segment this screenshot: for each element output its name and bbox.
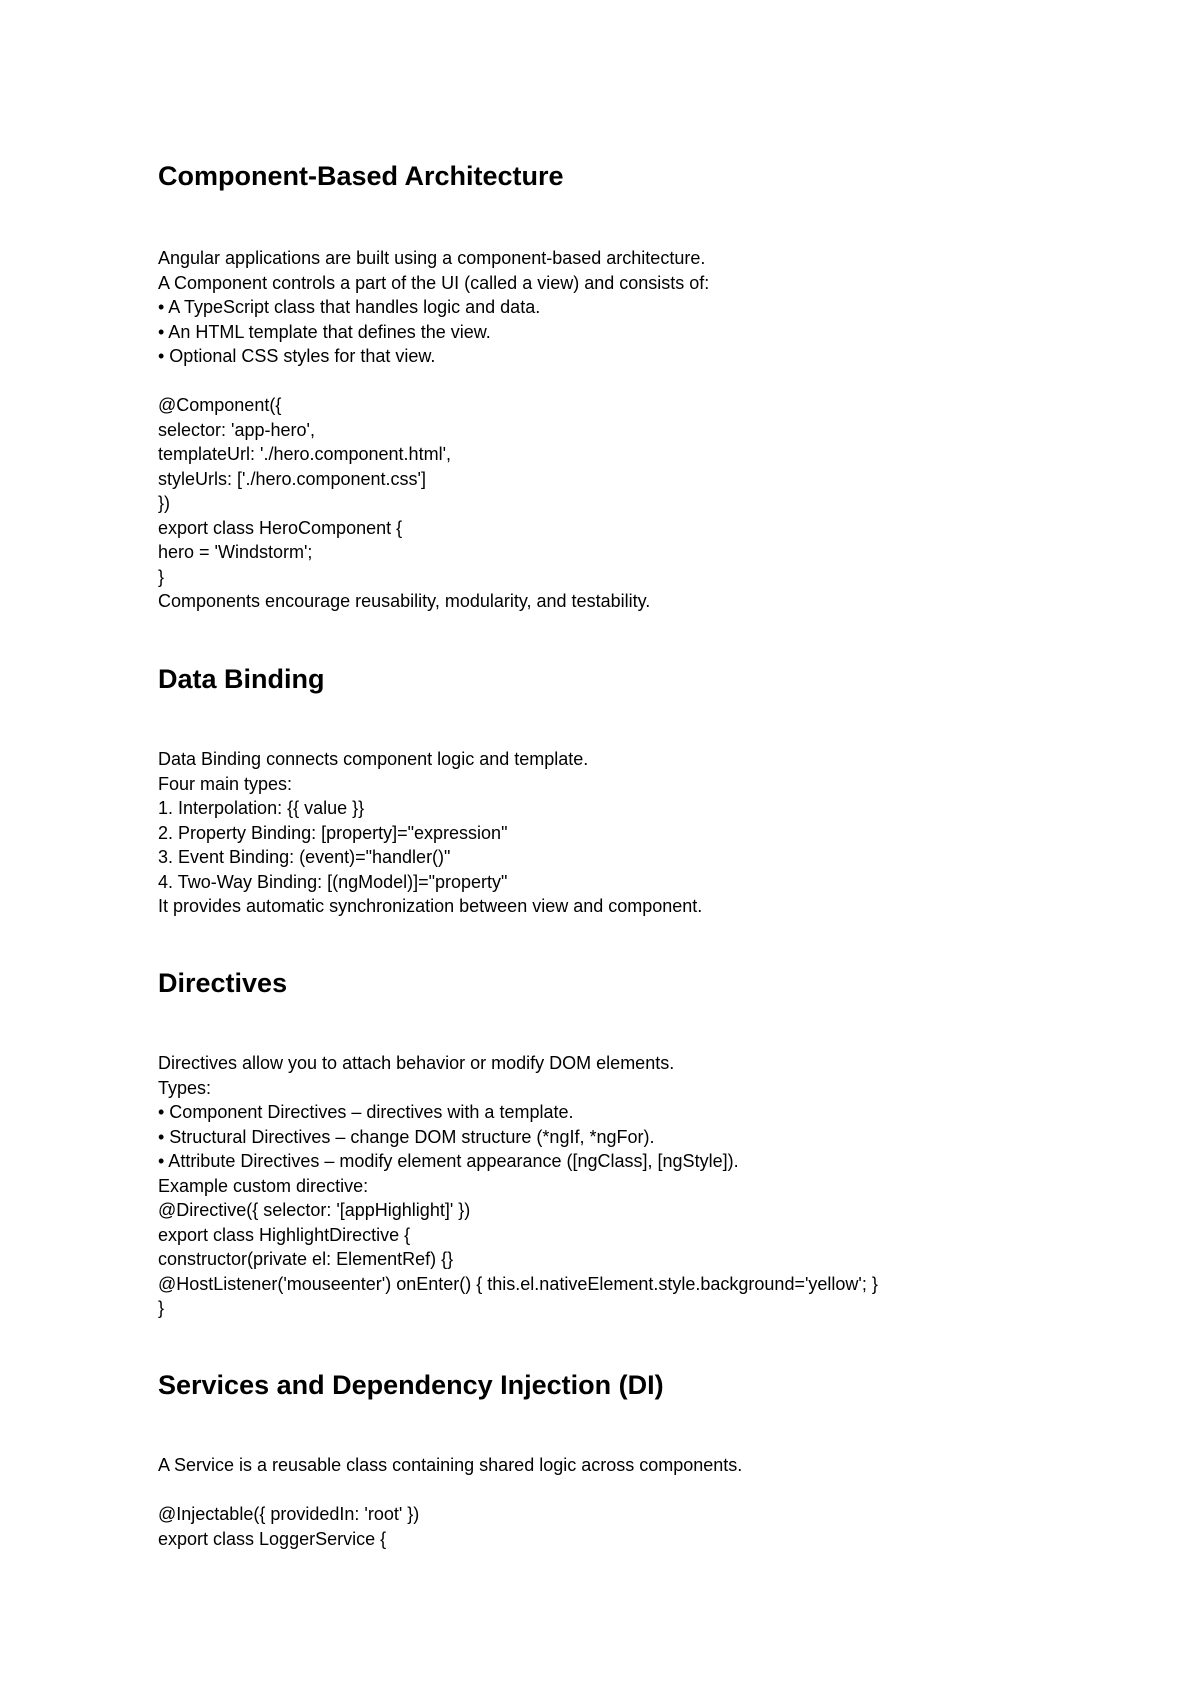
list-item: 2. Property Binding: [property]="expression" <box>158 822 508 843</box>
section-heading-services-di: Services and Dependency Injection (DI) <box>158 1370 664 1400</box>
section-heading-directives: Directives <box>158 968 288 998</box>
bullet-item: • Structural Directives – change DOM structure (*ngIf, *ngFor). <box>158 1126 655 1147</box>
bullet-item: • An HTML template that defines the view. <box>158 321 491 342</box>
text-line: Four main types: <box>158 773 293 794</box>
bullet-item: • Optional CSS styles for that view. <box>158 346 436 366</box>
bullet-item: • Attribute Directives – modify element appearance ([ngClass], [ngStyle]). <box>158 1151 739 1171</box>
list-item: 4. Two-Way Binding: [(ngModel)]="property" <box>158 871 508 892</box>
code-line: } <box>158 566 165 587</box>
code-line: }) <box>158 493 171 513</box>
code-line: export class HeroComponent { <box>158 517 403 538</box>
code-line: hero = 'Windstorm'; <box>158 542 313 562</box>
code-line: styleUrls: ['./hero.component.css'] <box>158 468 426 489</box>
text-line: Components encourage reusability, modularity, and testability. <box>158 591 651 611</box>
code-line: @Component({ <box>158 395 282 415</box>
section-body-services-di <box>158 1453 742 1551</box>
code-line: export class LoggerService { <box>158 1528 387 1549</box>
blank-line <box>158 1478 742 1503</box>
text-line: Directives allow you to attach behavior or modify DOM elements. <box>158 1053 675 1073</box>
section-heading-component-architecture: Component-Based Architecture <box>158 161 564 191</box>
text-line: A Component controls a part of the UI (called a view) and consists of: <box>158 272 710 293</box>
code-line: export class HighlightDirective { <box>158 1224 411 1245</box>
text-line: Data Binding connects component logic and template. <box>158 749 589 769</box>
text-line: Example custom directive: <box>158 1175 369 1196</box>
code-line: constructor(private el: ElementRef) {} <box>158 1249 454 1269</box>
text-line: Angular applications are built using a component-based architecture. <box>158 248 706 268</box>
section-body-directives <box>158 1051 878 1321</box>
code-line: @Directive({ selector: '[appHighlight]' }) <box>158 1200 471 1220</box>
list-item: 1. Interpolation: {{ value }} <box>158 798 365 818</box>
text-line: A Service is a reusable class containing shared logic across components. <box>158 1455 743 1475</box>
code-line: templateUrl: './hero.component.html', <box>158 444 452 464</box>
section-body-data-binding <box>158 747 702 919</box>
code-line: @HostListener('mouseenter') onEnter() { this.el.nativeElement.style.background='yellow'; } <box>158 1273 878 1294</box>
code-line: @Injectable({ providedIn: 'root' }) <box>158 1504 420 1524</box>
text-line: Types: <box>158 1077 212 1098</box>
bullet-item: • A TypeScript class that handles logic and data. <box>158 297 541 317</box>
list-item: 3. Event Binding: (event)="handler()" <box>158 847 451 867</box>
code-line: } <box>158 1298 165 1318</box>
section-body-component-architecture <box>158 246 709 614</box>
bullet-item: • Component Directives – directives with a template. <box>158 1102 574 1122</box>
blank-line <box>158 369 709 394</box>
text-line: It provides automatic synchronization between view and component. <box>158 896 703 916</box>
section-heading-data-binding: Data Binding <box>158 664 325 694</box>
code-line: selector: 'app-hero', <box>158 419 315 440</box>
